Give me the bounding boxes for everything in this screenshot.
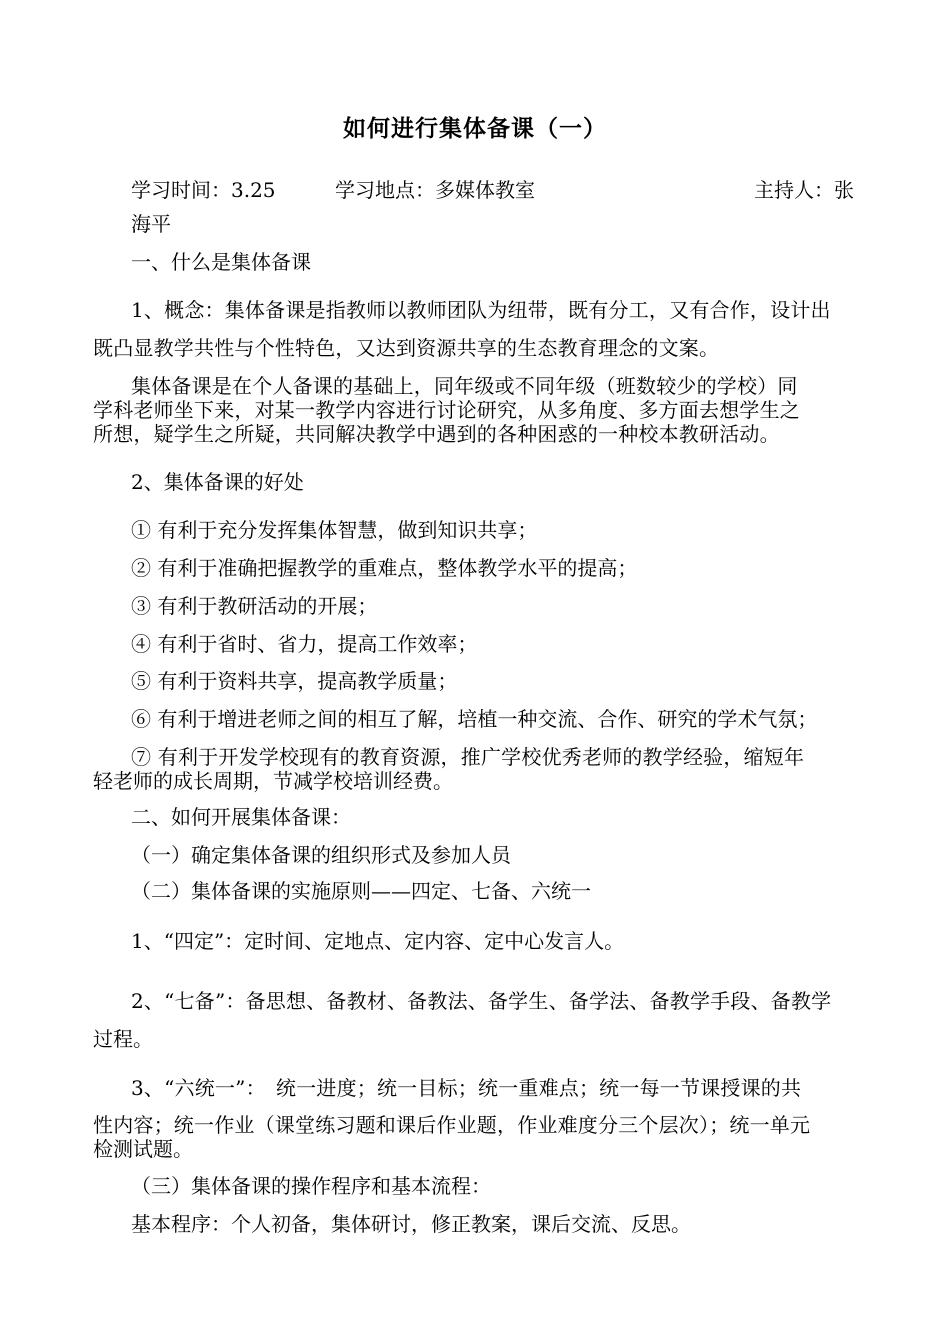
study-time: 学习时间：3.25 xyxy=(131,178,276,202)
benefit-item: ⑥ 有利于增进老师之间的相互了解，培植一种交流、合作、研究的学术气氛； xyxy=(131,707,818,731)
benefit-item: ④ 有利于省时、省力，提高工作效率； xyxy=(131,632,478,656)
benefit-item: ⑦ 有利于开发学校现有的教育资源，推广学校优秀老师的教学经验，缩短年 xyxy=(131,745,805,769)
benefit-item: ③ 有利于教研活动的开展； xyxy=(131,594,378,618)
document-title: 如何进行集体备课（一） xyxy=(343,115,607,142)
subsection-1: （一）确定集体备课的组织形式及参加人员 xyxy=(131,843,511,867)
definition-line-3: 所想，疑学生之所疑，共同解决教学中遇到的各种困惑的一种校本教研活动。 xyxy=(93,422,780,446)
basic-procedure: 基本程序：个人初备，集体研讨，修正教案，课后交流、反思。 xyxy=(131,1212,691,1236)
study-place: 学习地点：多媒体教室 xyxy=(335,178,535,202)
subsection-2: （二）集体备课的实施原则——四定、七备、六统一 xyxy=(131,879,591,903)
benefit-item: ⑤ 有利于资料共享，提高教学质量； xyxy=(131,669,458,693)
benefit-item: ① 有利于充分发挥集体智慧，做到知识共享； xyxy=(131,518,538,542)
section2-heading: 二、如何开展集体备课： xyxy=(131,805,351,829)
principle-seven-prep-line-2: 过程。 xyxy=(93,1027,153,1051)
principle-six-unify-line-1: 3、“六统一”： 统一进度；统一目标；统一重难点；统一每一节课授课的共 xyxy=(131,1076,802,1100)
benefits-heading: 2、集体备课的好处 xyxy=(131,470,304,494)
benefit-item-continued: 轻老师的成长周期，节减学校培训经费。 xyxy=(93,769,453,793)
definition-line-2: 学科老师坐下来，对某一教学内容进行讨论研究，从多角度、多方面去想学生之 xyxy=(93,398,800,422)
principle-six-unify-line-2: 性内容；统一作业（课堂练习题和课后作业题，作业难度分三个层次）；统一单元 xyxy=(93,1113,811,1137)
host-name: 海平 xyxy=(131,212,171,236)
subsection-3: （三）集体备课的操作程序和基本流程： xyxy=(131,1174,491,1198)
concept-line-1: 1、概念：集体备课是指教师以教师团队为纽带，既有分工，又有合作，设计出 xyxy=(131,298,831,322)
section1-heading: 一、什么是集体备课 xyxy=(131,250,311,274)
principle-four-fixed: 1、“四定”：定时间、定地点、定内容、定中心发言人。 xyxy=(131,929,625,953)
benefit-item: ② 有利于准确把握教学的重难点，整体教学水平的提高； xyxy=(131,556,638,580)
concept-line-2: 既凸显教学共性与个性特色，又达到资源共享的生态教育理念的文案。 xyxy=(93,336,720,360)
host-label: 主持人：张 xyxy=(754,178,854,202)
principle-seven-prep-line-1: 2、“七备”：备思想、备教材、备教法、备学生、备学法、备教学手段、备教学 xyxy=(131,989,832,1013)
definition-line-1: 集体备课是在个人备课的基础上，同年级或不同年级（班数较少的学校）同 xyxy=(131,374,798,398)
principle-six-unify-line-3: 检测试题。 xyxy=(93,1137,193,1161)
